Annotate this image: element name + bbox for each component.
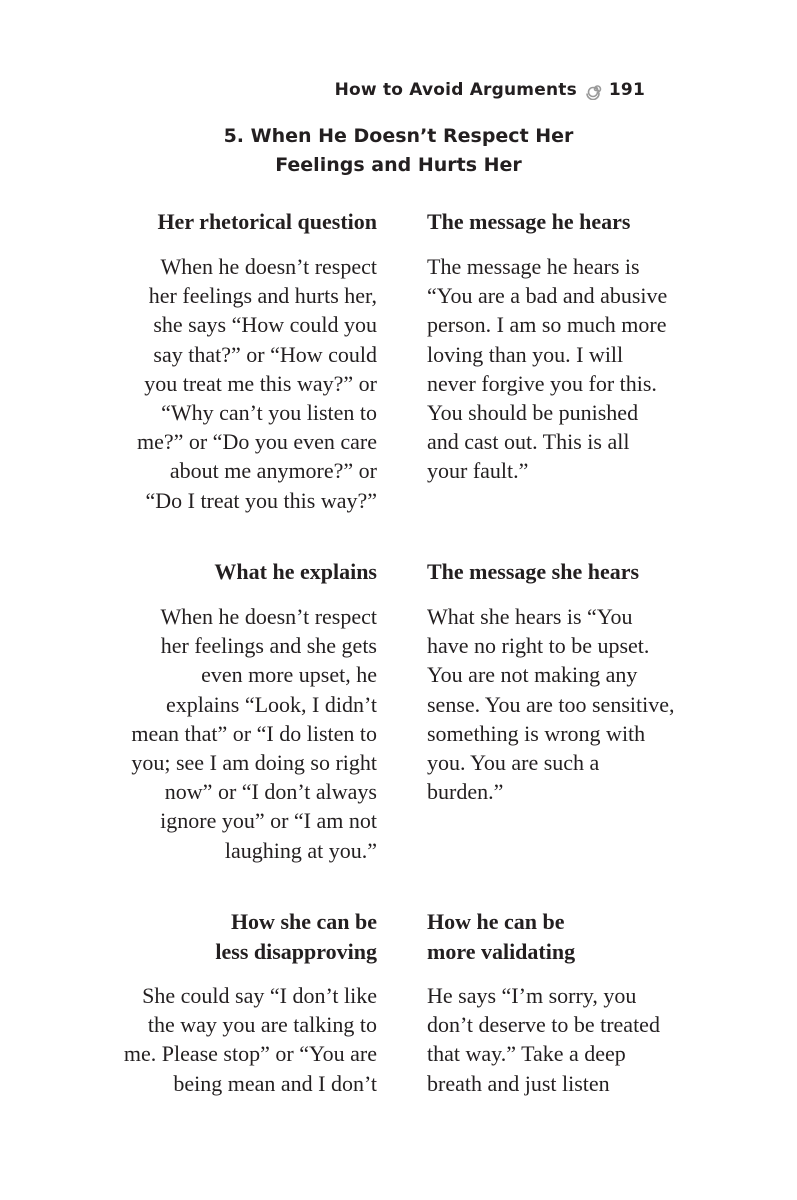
left-heading-3 [107, 907, 377, 967]
text-line: explains “Look, I didn’t [166, 691, 377, 717]
text-line: now” or “I don’t always [164, 779, 377, 805]
heading-line: How he can be [427, 909, 565, 934]
right-heading-2 [427, 557, 697, 587]
text-line: don’t deserve to be treated [427, 1012, 660, 1038]
text-line: When he doesn’t respect [160, 254, 377, 279]
right-heading-1 [427, 207, 697, 237]
section-title-line-2: Feelings and Hurts Her [275, 154, 522, 176]
text-line: and cast out. This is all [427, 429, 630, 455]
text-line: person. I am so much more [427, 312, 667, 338]
right-heading-3 [427, 907, 697, 967]
text-line: that way.” Take a deep [427, 1041, 626, 1067]
text-line: you. You are such a [427, 750, 600, 776]
text-line: never forgive you for this. [427, 370, 657, 396]
heading-line: The message he hears [427, 209, 631, 234]
text-line: about me anymore?” or [169, 458, 377, 484]
text-line: What she hears is “You [427, 604, 633, 629]
text-line: “Why can’t you listen to [161, 400, 377, 426]
text-line: sense. You are too sensitive, [427, 691, 675, 717]
right-body-1 [427, 252, 697, 486]
text-line: “Do I treat you this way?” [145, 487, 377, 513]
text-line: He says “I’m sorry, you [427, 983, 637, 1008]
text-line: mean that” or “I do listen to [131, 720, 377, 746]
left-body-2 [107, 602, 377, 865]
left-body-3 [107, 981, 377, 1098]
text-line: say that?” or “How could [153, 341, 377, 367]
text-line: You should be punished [427, 400, 639, 426]
heading-line: less disapproving [215, 939, 377, 964]
heading-line: The message she hears [427, 559, 640, 584]
text-line: breath and just listen [427, 1070, 610, 1096]
running-head [335, 80, 645, 100]
heading-line: Her rhetorical question [157, 209, 377, 234]
text-line: “You are a bad and abusive [427, 283, 668, 309]
text-line: your fault.” [427, 458, 529, 484]
text-line: the way you are talking to [147, 1012, 377, 1038]
running-head-title: How to Avoid Arguments [334, 80, 577, 100]
text-line: even more upset, he [201, 662, 377, 688]
text-line: laughing at you.” [224, 837, 377, 863]
text-line: being mean and I don’t [173, 1070, 377, 1096]
text-line: have no right to be upset. [427, 633, 650, 659]
text-line: ignore you” or “I am not [160, 808, 377, 834]
left-heading-1 [107, 207, 377, 237]
text-line: you; see I am doing so right [131, 750, 377, 776]
text-line: She could say “I don’t like [142, 983, 377, 1008]
text-line: you treat me this way?” or [144, 370, 377, 396]
right-body-2 [427, 602, 697, 806]
text-line: she says “How could you [153, 312, 377, 338]
text-line: me?” or “Do you even care [136, 429, 377, 455]
text-line: The message he hears is [427, 254, 640, 279]
text-line: When he doesn’t respect [160, 604, 377, 629]
left-body-1 [107, 252, 377, 515]
heading-line: How she can be [230, 909, 377, 934]
text-line: me. Please stop” or “You are [123, 1041, 377, 1067]
heading-line: more validating [427, 939, 576, 964]
page-number: 191 [608, 80, 645, 100]
text-line: something is wrong with [427, 720, 646, 746]
text-line: loving than you. I will [427, 341, 624, 367]
text-line: her feelings and she gets [160, 633, 377, 659]
text-line: her feelings and hurts her, [148, 283, 377, 309]
text-line: You are not making any [427, 662, 638, 688]
section-title [0, 122, 797, 180]
right-body-3 [427, 981, 697, 1098]
heading-line: What he explains [214, 559, 377, 584]
spiral-icon [583, 80, 603, 100]
section-title-line-1: 5. When He Doesn’t Respect Her [223, 125, 574, 147]
left-heading-2 [107, 557, 377, 587]
text-line: burden.” [427, 779, 504, 805]
